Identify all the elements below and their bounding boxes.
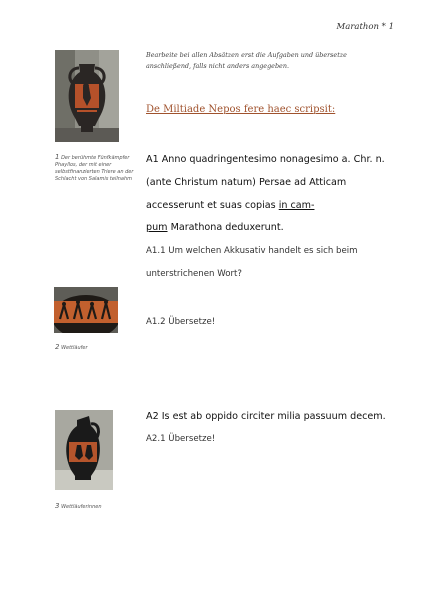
- a1-line-3-text: accesserunt et suas copias: [146, 200, 279, 211]
- question-a1-1-line-2: unterstrichenen Wort?: [146, 269, 242, 279]
- caption-1-text: Der berühmte Fünfkämpfer Phayllos, der mit einer selbstfinanzierten Triere an der Schlacht von Salamis teilnahm: [55, 155, 134, 182]
- amphora-photo: [55, 50, 119, 142]
- section-title: De Miltiade Nepos fere haec scripsit:: [146, 104, 336, 115]
- a1-line-4-text: Marathona deduxerunt.: [167, 222, 284, 233]
- a1-underlined-word-end: pum: [146, 222, 168, 233]
- question-a1-1-line-1: A1.1 Um welchen Akkusativ handelt es sich beim: [146, 246, 358, 256]
- a1-underlined-word-start: in cam-: [278, 200, 315, 211]
- a1-line-1: A1 Anno quadringentesimo nonagesimo a. Chr. n.: [146, 154, 385, 165]
- caption-2-number: 2: [55, 343, 60, 351]
- a1-line-2: (ante Christum natum) Persae ad Atticam: [146, 177, 347, 188]
- caption-3-text: Wettläuferinnen: [61, 504, 102, 510]
- caption-3-number: 3: [55, 502, 60, 510]
- page-header: Marathon * 1: [336, 22, 394, 32]
- amphora-illustration: [55, 50, 119, 142]
- oinochoe-photo: [55, 410, 113, 490]
- instruction-text: Bearbeite bei allen Absätzen erst die Aufgaben und übersetze anschließend, falls nicht anders angegeben.: [146, 51, 347, 70]
- question-a1-2: A1.2 Übersetze!: [146, 317, 216, 327]
- caption-1-number: 1: [55, 153, 60, 161]
- runners-vase-illustration: [54, 287, 118, 333]
- caption-2: [55, 344, 135, 352]
- a2-text: A2 Is est ab oppido circiter milia passuum decem.: [146, 411, 386, 422]
- caption-2-text: Wettläufer: [61, 345, 88, 351]
- caption-1: [55, 154, 137, 183]
- a1-line-3: [146, 199, 396, 213]
- question-a2-1: A2.1 Übersetze!: [146, 434, 216, 444]
- oinochoe-illustration: [55, 410, 113, 490]
- runners-vase-photo: [54, 287, 118, 333]
- caption-3: [55, 503, 135, 511]
- a1-line-4: [146, 221, 396, 235]
